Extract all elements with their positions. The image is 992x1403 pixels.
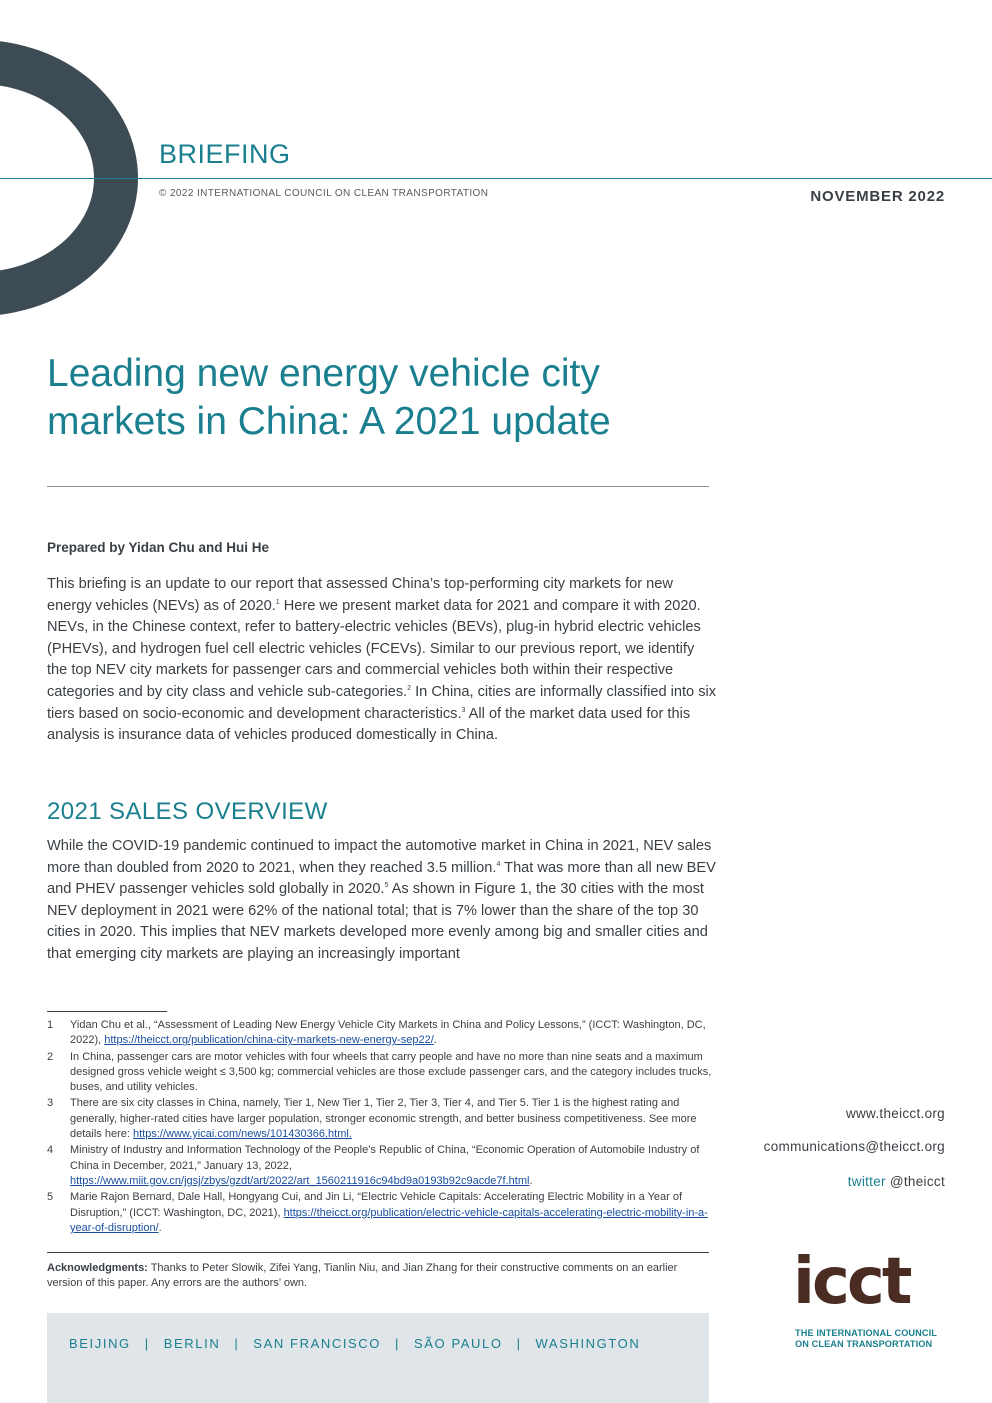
copyright: © 2022 INTERNATIONAL COUNCIL ON CLEAN TRANSPORTATION <box>159 188 489 199</box>
footnote-number: 2 <box>47 1050 54 1063</box>
footnote-text: Marie Rajon Bernard, Dale Hall, Hongyang Cui, and Jin Li, “Electric Vehicle Capitals: Accelerating Electric Mobility in a Year of Disruption,” (ICCT: Washington, DC, 2021), https://theicct.org/publication/electric-vehicle-capitals-accelerating-electric-mobility-in-a-year-of-disruption/. <box>70 1191 708 1234</box>
footnote-ref[interactable]: 4 <box>496 860 501 868</box>
acknowledgments: Acknowledgments: Thanks to Peter Slowik, Zifei Yang, Tianlin Niu, and Jian Zhang for their constructive comments on an earlier version of this paper. Any errors are the authors’ own. <box>47 1262 678 1290</box>
footnote-link[interactable]: https://theicct.org/publication/china-city-markets-new-energy-sep22/ <box>104 1034 434 1047</box>
page-title: Leading new energy vehicle city markets in China: A 2021 update <box>47 352 611 443</box>
footnote-link[interactable]: https://www.yicai.com/news/101430366.html. <box>132 1128 352 1141</box>
footnote-link[interactable]: https://www.miit.gov.cn/jgsj/zbys/gzdt/art/2022/art_1560211916c94bd9a0193b92c9acde7f.html <box>70 1174 530 1187</box>
office-city: SAN FRANCISCO <box>253 1336 381 1351</box>
office-locations-bar <box>47 1313 709 1403</box>
footnote-item <box>47 1096 712 1142</box>
city-separator: | <box>395 1336 400 1351</box>
footnote-divider <box>47 1011 167 1012</box>
logo-mark: icct <box>793 1245 910 1319</box>
footnote-ref[interactable]: 3 <box>461 706 466 714</box>
intro-paragraph: This briefing is an update to our report that assessed China’s top-performing city markets for new energy vehicles (NEVs) as of 2020.$^1$ Here we present market data for 2021 and compare it with 2020. NEVs, in the Chinese context, refer to battery-electric vehicles (BEVs), plug-in hybrid electric vehicles (PHEVs), and hydrogen fuel cell electric vehicles (FCEVs). Similar to our previous report, we identify the top NEV city markets for passenger cars and commercial vehicles both within their respective categories and by city class and vehicle sub-categories.$^2$ In China, cities are informally classified into six tiers based on socio-economic and development characteristics.$^3$ All of the market data used for this analysis is insurance data of vehicles produced domestically in China. <box>47 576 717 744</box>
website-link[interactable]: www.theicct.org <box>845 1106 945 1121</box>
footnote-item <box>47 1143 712 1189</box>
authors: Prepared by Yidan Chu and Hui He <box>47 540 270 555</box>
sales-overview-paragraph: While the COVID-19 pandemic continued to impact the automotive market in China in 2021, NEV sales more than doubled from 2020 to 2021, when they reached 3.5 million.$^4$ That was more than all new BEV and PHEV passenger vehicles sold globally in 2020.$^5$ As shown in Figure 1, the 30 cities with the most NEV deployment in 2021 were 62% of the national total; that is 7% lower than the share of the top 30 cities in 2020. This implies that NEV markets developed more evenly among big and smaller cities and that emerging city markets are playing an increasingly important <box>47 838 716 962</box>
office-city: BEIJING <box>69 1336 131 1351</box>
twitter-link[interactable]: twitter @theicct <box>847 1174 945 1189</box>
footnote-item <box>47 1050 712 1096</box>
footnote-ref[interactable]: 2 <box>407 685 412 693</box>
footnote-text: Ministry of Industry and Information Technology of the People’s Republic of China, “Economic Operation of Automobile Industry of China in December, 2021,” January 13, 2022, https://www.miit.gov.cn/jgsj/zbys/gzdt/art/2022/art_1560211916c94bd9a0193b92c9acde7f.html. <box>70 1144 700 1187</box>
office-locations <box>69 1336 640 1351</box>
office-city: BERLIN <box>163 1336 221 1351</box>
footnote-text: There are six city classes in China, namely, Tier 1, New Tier 1, Tier 2, Tier 3, Tier 4, and Tier 5. Tier 1 is the highest rating and generally, higher-rated cities have larger population, stronger economic strength, and better business competitiveness. See more details here: https://www.yicai.com/news/101430366.html. <box>70 1097 697 1141</box>
footnote-number: 5 <box>47 1191 54 1204</box>
footnote-ref[interactable]: 1 <box>275 598 280 606</box>
office-city: SÃO PAULO <box>413 1336 503 1351</box>
section-heading: 2021 SALES OVERVIEW <box>47 798 328 825</box>
footnote-item <box>47 1018 712 1049</box>
footnote-text: In China, passenger cars are motor vehicles with four wheels that carry people and have no more than nine seats and a maximum designed gross vehicle weight ≤ 3,500 kg; commercial vehicles are those exclude passenger cars, and the category includes trucks, buses, and utility vehicles. <box>70 1050 712 1094</box>
footnote-number: 4 <box>47 1144 54 1157</box>
city-separator: | <box>234 1336 240 1351</box>
title-divider <box>47 486 709 487</box>
footnote-text: Yidan Chu et al., “Assessment of Leading New Energy Vehicle City Markets in China and Policy Lessons,” (ICCT: Washington, DC, 2022), https://theicct.org/publication/china-city-markets-new-energy-sep22/. <box>70 1019 706 1047</box>
acknowledgments-divider <box>47 1252 709 1253</box>
logo-subtitle: THE INTERNATIONAL COUNCIL ON CLEAN TRANSPORTATION <box>795 1328 938 1349</box>
footnote-link[interactable]: https://theicct.org/publication/electric-vehicle-capitals-accelerating-electric-mobility-in-a-year-of-disruption/ <box>70 1206 708 1234</box>
doc-type-label: BRIEFING <box>159 139 291 169</box>
header-rule <box>0 178 992 179</box>
city-separator: | <box>516 1336 522 1351</box>
email-link[interactable]: communications@theicct.org <box>763 1139 945 1154</box>
city-separator: | <box>144 1336 150 1351</box>
decorative-ring <box>0 0 140 330</box>
footnote-number: 3 <box>47 1097 54 1110</box>
footnote-ref[interactable]: 5 <box>384 882 389 890</box>
publication-date: NOVEMBER 2022 <box>810 188 945 205</box>
office-city: WASHINGTON <box>535 1336 641 1351</box>
footnote-item <box>47 1190 712 1236</box>
footnote-number: 1 <box>47 1019 54 1031</box>
footnotes <box>47 1018 712 1237</box>
